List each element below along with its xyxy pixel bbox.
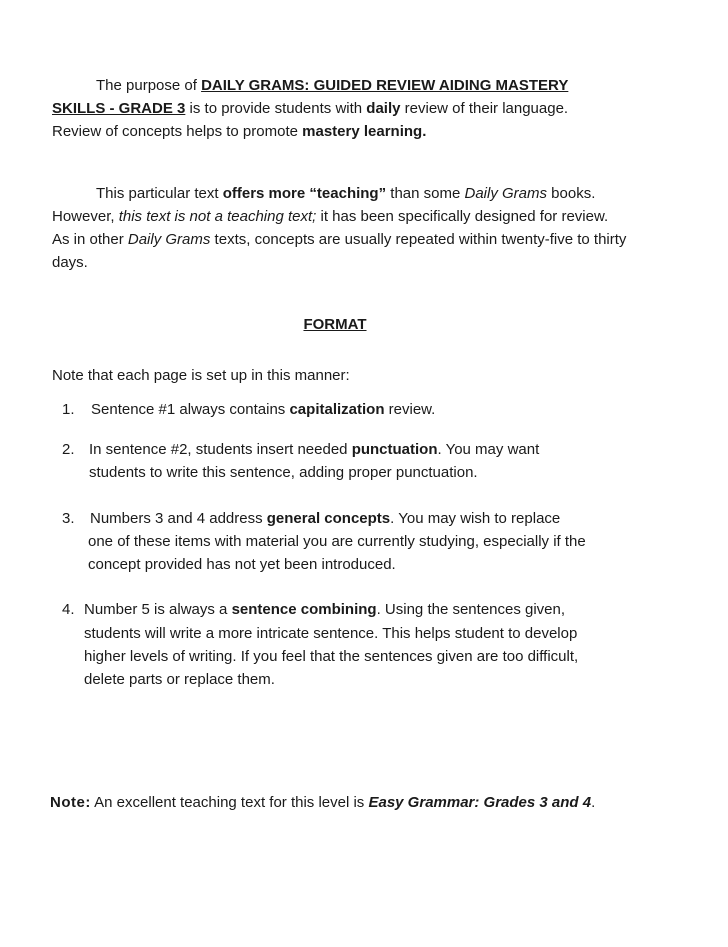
intro-p1-line1: The purpose of DAILY GRAMS: GUIDED REVIEW AIDING MASTERY [96, 77, 569, 94]
list-item-4-line4: delete parts or replace them. [84, 671, 275, 688]
intro-p1-line3: Review of concepts helps to promote mastery learning. [52, 123, 427, 140]
format-lead: Note that each page is set up in this manner: [52, 367, 350, 384]
list-item-number: 1. [62, 401, 75, 418]
note-line: Note: An excellent teaching text for this level is Easy Grammar: Grades 3 and 4. [50, 794, 596, 811]
list-item-3-line3: concept provided has not yet been introduced. [88, 556, 396, 573]
list-item-number: 4. [62, 601, 75, 618]
list-item-2-line1: In sentence #2, students insert needed punctuation. You may want [89, 441, 540, 458]
intro-p1-line2: SKILLS - GRADE 3 is to provide students with daily review of their language. [52, 100, 569, 117]
format-heading: FORMAT [303, 316, 367, 333]
list-item-number: 3. [62, 510, 75, 527]
intro-p2-line1: This particular text offers more “teaching” than some Daily Grams books. [96, 185, 596, 202]
intro-p2-line4: days. [52, 254, 88, 271]
list-item-3-line2: one of these items with material you are currently studying, especially if the [88, 533, 586, 550]
list-item-number: 2. [62, 441, 75, 458]
list-item-4-line2: students will write a more intricate sentence. This helps student to develop [84, 625, 578, 642]
list-item-4-line3: higher levels of writing. If you feel that the sentences given are too difficult, [84, 648, 579, 665]
intro-p2-line3: As in other Daily Grams texts, concepts are usually repeated within twenty-five to thirty [52, 231, 627, 248]
list-item-2-line2: students to write this sentence, adding proper punctuation. [89, 464, 478, 481]
intro-p2-line2: However, this text is not a teaching text; it has been specifically designed for review. [52, 208, 609, 225]
list-item-1-line1: Sentence #1 always contains capitalization review. [91, 401, 436, 418]
list-item-4-line1: Number 5 is always a sentence combining. Using the sentences given, [84, 601, 566, 618]
list-item-3-line1: Numbers 3 and 4 address general concepts. You may wish to replace [90, 510, 561, 527]
